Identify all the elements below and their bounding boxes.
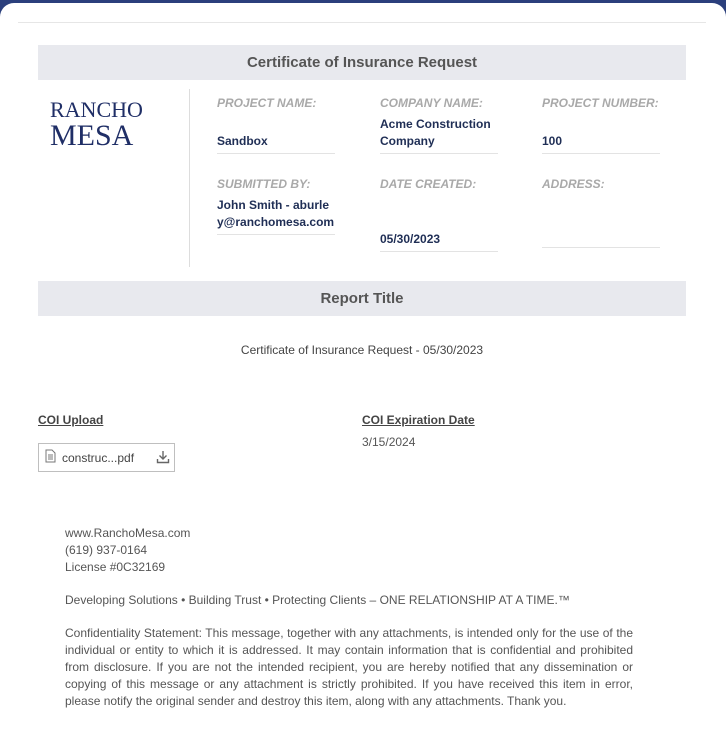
footer-license: License #0C32169 [65, 560, 166, 574]
submitted-by-label: SUBMITTED BY: [217, 177, 311, 191]
address-label: ADDRESS: [542, 177, 605, 191]
coi-file-attachment[interactable] [38, 443, 175, 472]
page-title: Certificate of Insurance Request [38, 45, 686, 80]
footer-website: www.RanchoMesa.com [65, 526, 191, 540]
project-name-field [217, 96, 335, 148]
confidentiality-statement: Confidentiality Statement: This message, together with any attachments, is intended only for the use of the individual or entity to which it is addressed. It may contain information that is confidential and prohibited from disclosure. If you are not the intended recipient, you are hereby notified that any dissemination or copying of this message or any attachment is strictly prohibited. If you have received this item in error, please notify the original sender and destroy this item, along with any attachments. Thank you. [65, 626, 633, 708]
project-number-value: 100 [542, 133, 660, 154]
download-icon[interactable] [156, 450, 170, 467]
address-value [542, 231, 660, 248]
coi-upload-label: COI Upload [38, 413, 104, 427]
project-number-label: PROJECT NUMBER: [542, 96, 659, 110]
date-created-value: 05/30/2023 [380, 231, 498, 252]
logo-divider [189, 89, 190, 267]
submitted-by-field [217, 177, 335, 229]
submitted-by-value: John Smith - aburley@ranchomesa.com [217, 197, 335, 235]
footer-contact [65, 525, 633, 576]
file-name: construc...pdf [62, 450, 135, 465]
date-created-label: DATE CREATED: [380, 177, 477, 191]
logo-line-1: RANCHO [50, 97, 143, 122]
date-created-field [380, 177, 498, 246]
project-name-value: Sandbox [217, 133, 335, 154]
document-icon [45, 449, 56, 466]
logo-line-2: MESA [50, 119, 134, 152]
document-card [0, 3, 726, 734]
footer-tagline: Developing Solutions • Building Trust • Protecting Clients – ONE RELATIONSHIP AT A TIME.™ [65, 593, 570, 607]
top-divider [18, 22, 706, 23]
rancho-mesa-logo [50, 97, 180, 152]
address-field [542, 177, 660, 191]
report-title-value: Certificate of Insurance Request - 05/30/2023 [240, 343, 484, 357]
coi-expiration-label: COI Expiration Date [362, 413, 475, 427]
project-number-field [542, 96, 660, 148]
footer-phone: (619) 937-0164 [65, 543, 148, 557]
project-name-label: PROJECT NAME: [217, 96, 317, 110]
company-name-field [380, 96, 498, 148]
coi-expiration-value: 3/15/2024 [362, 435, 416, 449]
company-name-value: Acme Construction Company [380, 116, 498, 154]
report-title-heading: Report Title [38, 281, 686, 316]
company-name-label: COMPANY NAME: [380, 96, 483, 110]
